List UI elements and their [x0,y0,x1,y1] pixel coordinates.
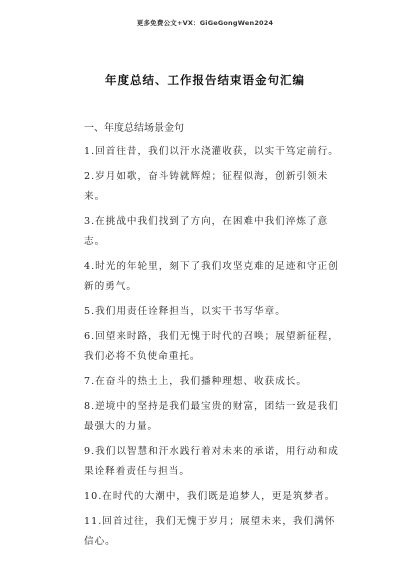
list-item: 10.在时代的大潮中，我们既是追梦人，更是筑梦者。 [84,491,336,502]
list-item: 1.回首往昔，我们以汗水浇灌收获，以实干笃定前行。 [84,146,339,157]
list-item: 3.在挑战中我们找到了方向，在困难中我们淬炼了意志。 [84,216,329,247]
list-item: 4.时光的年轮里，刻下了我们攻坚克难的足迹和守正创新的勇气。 [84,261,339,292]
list-item: 5.我们用责任诠释担当，以实干书写华章。 [84,306,286,317]
header-note: 更多免费公文+VX：GiGeGongWen2024 [136,19,274,27]
list-item: 2.岁月如歌，奋斗铸就辉煌；征程似海，创新引领未来。 [84,171,329,202]
section-heading: 一、年度总结场景金句 [84,123,184,134]
list-item: 8.逆境中的坚持是我们最宝贵的财富，团结一致是我们最强大的力量。 [84,401,339,432]
document-title: 年度总结、工作报告结束语金句汇编 [105,73,305,87]
document-body [84,118,340,557]
list-item: 11.回首过往，我们无愧于岁月；展望未来，我们满怀信心。 [84,516,336,547]
list-item: 7.在奋斗的热土上，我们播种理想、收获成长。 [84,376,308,387]
list-item: 9.我们以智慧和汗水践行着对未来的承诺，用行动和成果诠释着责任与担当。 [84,446,339,477]
list-item: 6.回望来时路，我们无愧于时代的召唤；展望新征程，我们必将不负使命重托。 [84,331,339,362]
